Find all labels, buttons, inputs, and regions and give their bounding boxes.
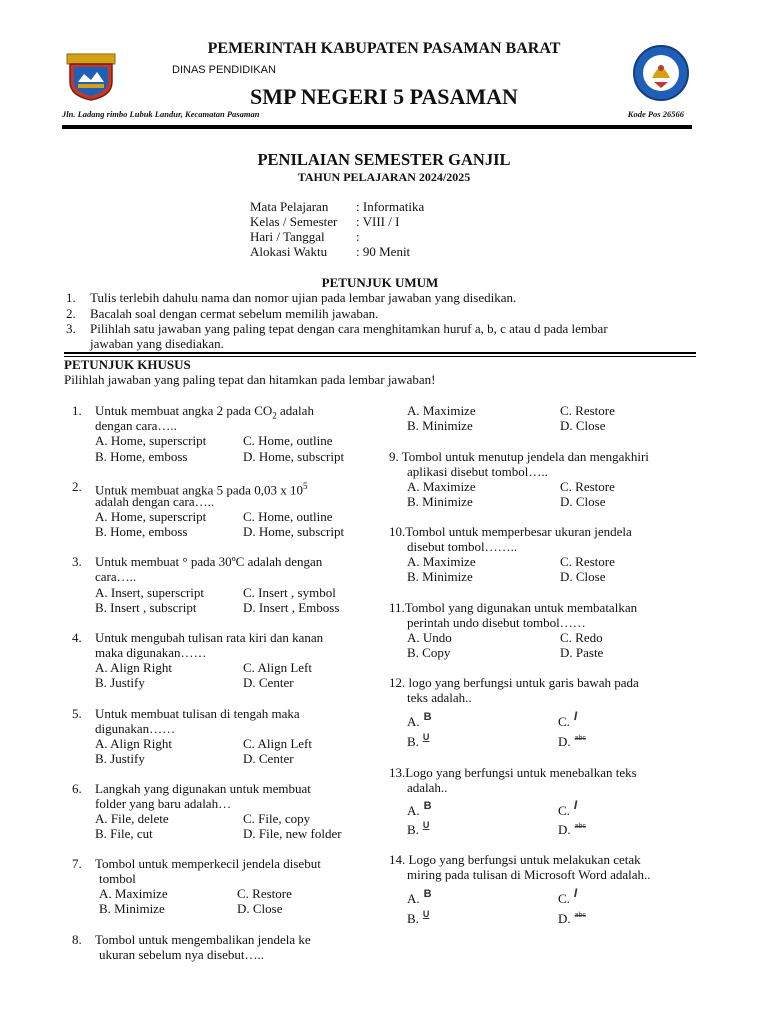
department-name: DINAS PENDIDIKAN [172, 64, 276, 76]
question-text: cara….. [95, 569, 137, 584]
option-d: D. Close [237, 901, 283, 916]
option-d: D. Paste [560, 645, 604, 660]
question-text: 12. logo yang berfungsi untuk garis bawah pada [389, 675, 639, 690]
option-d: D. Center [243, 751, 294, 766]
option-a: A. File, delete [95, 811, 169, 826]
question-text: 14. Logo yang berfungsi untuk melakukan cetak [389, 852, 641, 867]
school-name: SMP NEGERI 5 PASAMAN [250, 84, 518, 109]
question-text: 11.Tombol yang digunakan untuk membatalkan [389, 600, 638, 615]
instruction-number: 3. [66, 321, 76, 336]
option-b: B. Minimize [99, 901, 165, 916]
option-c: C. Insert , symbol [243, 585, 336, 600]
option-c: C. I [558, 798, 578, 818]
question-text: Untuk membuat angka 2 pada $CO_2$ adalah [95, 403, 314, 421]
exam-info-row [250, 229, 360, 245]
question-number: 1. [72, 403, 82, 418]
government-heading: PEMERINTAH KABUPATEN PASAMAN BARAT [207, 40, 561, 57]
option-c: C. Home, outline [243, 433, 333, 448]
option-d: D. Home, subscript [243, 449, 345, 464]
bold-icon: B [423, 711, 432, 723]
option-b: B. Copy [407, 645, 451, 660]
question-text: adalah.. [407, 780, 448, 795]
option-d: D. Home, subscript [243, 524, 345, 539]
instruction-text: jawaban yang disediakan. [90, 336, 224, 351]
info-value: : Informatika [356, 199, 425, 214]
question-text: maka digunakan…… [95, 645, 207, 660]
question-text: Untuk membuat ° pada 30ºC adalah dengan [95, 554, 323, 569]
option-c: C. Home, outline [243, 509, 333, 524]
option-a: A. Home, superscript [95, 433, 207, 448]
option-d: D. Insert , Emboss [243, 600, 340, 615]
bold-icon: B [423, 800, 432, 812]
question-text: Untuk membuat angka 5 pada 0,03 x $10^5$ [95, 481, 308, 498]
option-b: B. U [407, 909, 430, 926]
option-d: D. Close [560, 494, 606, 509]
option-b: B. File, cut [95, 826, 153, 841]
option-c: C. Align Left [243, 736, 312, 751]
info-value: : 90 Menit [356, 244, 411, 259]
option-b: B. Minimize [407, 418, 473, 433]
instruction-text: Tulis terlebih dahulu nama dan nomor ujian pada lembar jawaban yang disedikan. [90, 290, 517, 305]
option-b: B. Minimize [407, 494, 473, 509]
question-text: 13.Logo yang berfungsi untuk menebalkan teks [389, 765, 637, 780]
option-b: B. Minimize [407, 569, 473, 584]
option-a: A. B [407, 800, 432, 818]
strikethrough-icon: abc [574, 735, 586, 742]
school-address: Jln. Ladang rimbo Lubuk Landur, Kecamatan Pasaman [62, 109, 260, 119]
instruction-text: Pilihlah satu jawaban yang paling tepat dengan cara menghitamkan huruf a, b, c atau d pada lembar [90, 321, 608, 336]
option-a: A. Maximize [99, 886, 168, 901]
option-a: A. Align Right [95, 660, 172, 675]
question-number: 6. [72, 781, 82, 796]
question-text: dengan cara….. [95, 418, 177, 433]
option-d: D. File, new folder [243, 826, 342, 841]
option-b: B. Insert , subscript [95, 600, 197, 615]
option-c: C. Restore [560, 479, 615, 494]
info-value: : VIII / I [356, 214, 400, 229]
question-text: folder yang baru adalah… [95, 796, 232, 811]
question-text: disebut tombol…….. [407, 539, 518, 554]
option-d: D. Close [560, 418, 606, 433]
option-b: B. U [407, 820, 430, 837]
option-d: D. Center [243, 675, 294, 690]
special-instructions-heading: PETUNJUK KHUSUS [64, 357, 191, 372]
option-d: D. Close [560, 569, 606, 584]
question-text: tombol [99, 871, 136, 886]
option-a: A. B [407, 711, 432, 729]
general-instructions-heading: PETUNJUK UMUM [321, 275, 439, 290]
info-label: Hari / Tanggal [250, 229, 325, 244]
option-b: B. U [407, 732, 430, 749]
option-d: D. abc [558, 822, 586, 840]
option-c: C. Restore [560, 554, 615, 569]
info-value: : [356, 229, 360, 244]
question-text: miring pada tulisan di Microsoft Word adalah.. [407, 867, 651, 882]
option-d: D. abc [558, 911, 586, 929]
special-instructions-text: Pilihlah jawaban yang paling tepat dan hitamkan pada lembar jawaban! [64, 372, 436, 387]
instruction-number: 2. [66, 306, 76, 321]
option-a: A. Undo [407, 630, 452, 645]
option-c: C. I [558, 709, 578, 729]
instruction-text: Bacalah soal dengan cermat sebelum memilih jawaban. [90, 306, 379, 321]
question-text: perintah undo disebut tombol…… [407, 615, 586, 630]
option-a: A. Align Right [95, 736, 172, 751]
option-c: C. Restore [237, 886, 292, 901]
italic-icon: I [573, 886, 578, 900]
option-d: D. abc [558, 734, 586, 752]
option-a: A. Maximize [407, 554, 476, 569]
question-text: Tombol untuk memperkecil jendela disebut [95, 856, 321, 871]
exam-info-row [250, 214, 399, 230]
instruction-number: 1. [66, 290, 76, 305]
question-text: digunakan…… [95, 721, 176, 736]
postal-code: Kode Pos 26566 [627, 109, 684, 119]
question-text: 9. Tombol untuk menutup jendela dan mengakhiri [389, 449, 649, 464]
option-b: B. Home, emboss [95, 449, 188, 464]
question-number: 5. [72, 706, 82, 721]
underline-icon: U [422, 820, 430, 830]
info-label: Alokasi Waktu [250, 244, 328, 259]
question-text: Langkah yang digunakan untuk membuat [95, 781, 311, 796]
question-number: 8. [72, 932, 82, 947]
question-text: aplikasi disebut tombol….. [407, 464, 548, 479]
option-c: C. Align Left [243, 660, 312, 675]
option-a: A. Maximize [407, 403, 476, 418]
option-c: C. File, copy [243, 811, 311, 826]
underline-icon: U [422, 732, 430, 742]
question-text: teks adalah.. [407, 690, 472, 705]
question-text: Untuk mengubah tulisan rata kiri dan kanan [95, 630, 324, 645]
exam-info-row [250, 244, 410, 260]
strikethrough-icon: abc [574, 823, 586, 830]
question-text: adalah dengan cara….. [95, 494, 215, 509]
option-a: A. Home, superscript [95, 509, 207, 524]
option-b: B. Justify [95, 751, 145, 766]
option-c: C. Redo [560, 630, 603, 645]
strikethrough-icon: abc [574, 912, 586, 919]
option-a: A. B [407, 888, 432, 906]
info-label: Kelas / Semester [250, 214, 338, 229]
italic-icon: I [573, 709, 578, 723]
underline-icon: U [422, 909, 430, 919]
question-number: 3. [72, 554, 82, 569]
question-number: 7. [72, 856, 82, 871]
question-number: 2. [72, 479, 82, 494]
question-text: Tombol untuk mengembalikan jendela ke [95, 932, 311, 947]
academic-year: TAHUN PELAJARAN 2024/2025 [297, 170, 471, 184]
option-b: B. Justify [95, 675, 145, 690]
question-text: Untuk membuat tulisan di tengah maka [95, 706, 300, 721]
option-c: C. Restore [560, 403, 615, 418]
question-number: 4. [72, 630, 82, 645]
header-divider [62, 125, 692, 129]
option-a: A. Maximize [407, 479, 476, 494]
question-text: ukuran sebelum nya disebut….. [99, 947, 264, 962]
info-label: Mata Pelajaran [250, 199, 329, 214]
exam-info-row [250, 199, 424, 215]
option-a: A. Insert, superscript [95, 585, 205, 600]
italic-icon: I [573, 798, 578, 812]
bold-icon: B [423, 888, 432, 900]
option-c: C. I [558, 886, 578, 906]
option-b: B. Home, emboss [95, 524, 188, 539]
exam-title: PENILAIAN SEMESTER GANJIL [257, 150, 511, 169]
question-text: 10.Tombol untuk memperbesar ukuran jendela [389, 524, 632, 539]
